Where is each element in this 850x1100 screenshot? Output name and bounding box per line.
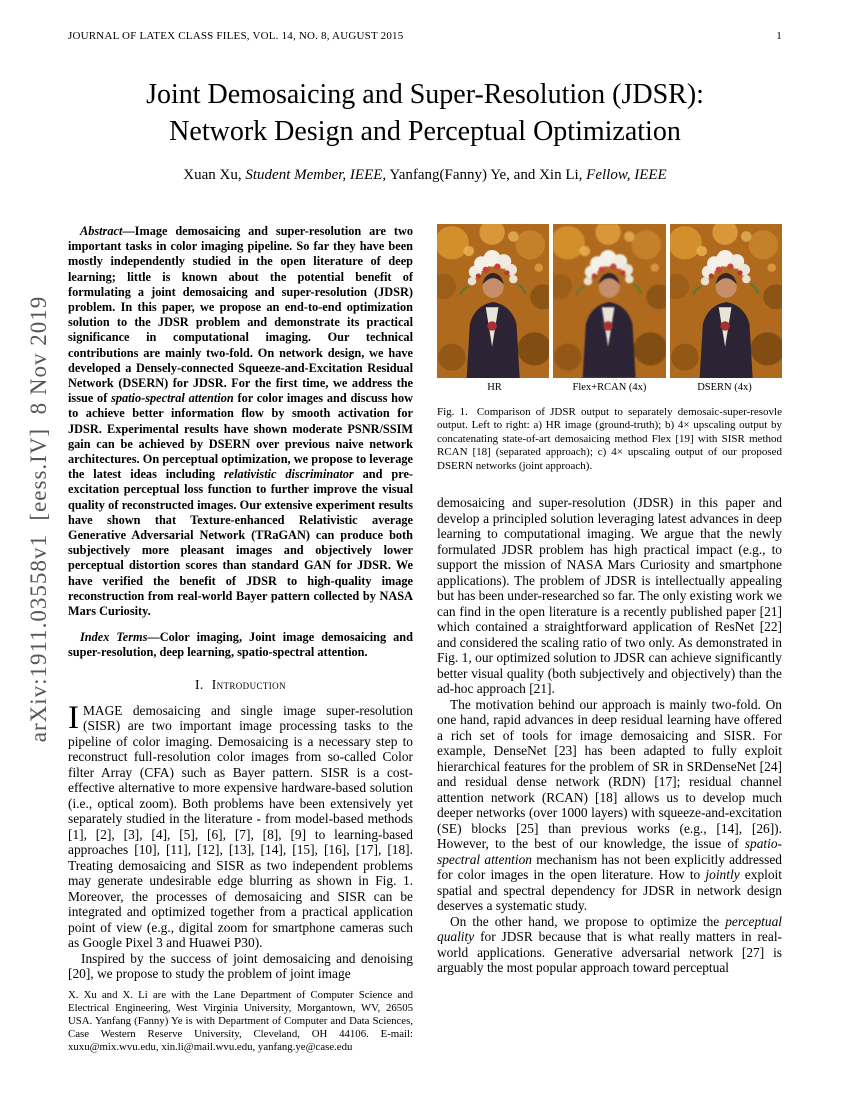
page-number: 1 — [776, 30, 782, 42]
dropcap-letter: I — [68, 699, 79, 736]
section-number: I. — [195, 676, 204, 692]
right-paragraph-1: demosaicing and super-resolution (JDSR) in this paper and develop a principled solution leveraging latest advances in deep learning to computational imaging. We argue that the newly formulated JDSR problem has high practical impact (e.g., to support the mission of NASA Mars Curiosity and smartphone applications). The problem of JDSR is intellectually appealing but has been under-researched so far. The only existing work we can find in the open literature is a recently published paper [21] which contained a straightforward application of ResNet [22] and considered the scaling ratio of two only. As demonstrated in Fig. 1, our optimized solution to JDSR can achieve significantly better visual quality (both subjectively and objectively) than the ad-hoc approach [21]. — [437, 495, 782, 697]
dsern-image-illustration — [670, 224, 782, 378]
intro-paragraph-1 — [68, 699, 413, 951]
abstract-paragraph: Abstract—Image demosaicing and super-resolution are two important tasks in color imaging pipeline. So far they have been mostly independently studied in the open literature of deep learning; little is known about the potential benefit of formulating a joint demosaicing and super-resolution (JDSR) problem. In this paper, we propose an end-to-end optimization solution to the JDSR problem and demonstrate its practical significance in computational imaging. Our technical contributions are mainly two-fold. On network design, we have developed a Densely-connected Squeeze-and-Excitation Residual Network (DSERN) for JDSR. For the first time, we address the issue of spatio-spectral attention for color images and discuss how to achieve better information flow by smooth activation for JDSR. Experimental results have shown moderate PSNR/SSIM gain can be achieved by DSERN over previous naive network architectures. On perceptual optimization, we propose to leverage the latest ideas including relativistic discriminator and pre-excitation perceptual loss function to further improve the visual quality of reconstructed images. Our extensive experiment results have shown that Texture-enhanced Relativistic average Generative Adversarial Network (TRaGAN) can produce both subjectively more pleasant images and objectively lower perceptual distortion scores than standard GAN for JDSR. We have verified the benefit of JDSR to high-quality image reconstruction from real-world Bayer pattern collected by NASA Mars Curiosity. — [68, 224, 414, 619]
right-paragraph-2: The motivation behind our approach is mainly two-fold. On one hand, rapid advances in deep residual learning have offered a rich set of tools for image demosaicing and SISR. For example, DenseNet [23] has been adapted to fully exploit hierarchical features for the problem of SR in SRDenseNet [24] and residual dense network (RDN) [17]; residual channel attention network (RCAN) [18] allows us to develop much deeper networks (over 1000 layers) with squeeze-and-excitation (SE) blocks [25] than previous works (e.g., [14], [26]). However, to the best of our knowledge, the issue of spatio-spectral attention mechanism has not been explicitly addressed for color images in the open literature. How to jointly exploit spatial and spectral dependency for JDSR in network design deserves a systematic study. — [437, 696, 782, 914]
flex-rcan-image-illustration — [553, 224, 665, 378]
figure1-caption — [437, 406, 782, 473]
section-title: Introduction — [211, 676, 286, 692]
journal-header-text: JOURNAL OF LATEX CLASS FILES, VOL. 14, NO. 8, AUGUST 2015 — [68, 30, 404, 42]
arxiv-watermark: arXiv:1911.03558v1 [eess.IV] 8 Nov 2019 — [26, 295, 51, 743]
intro-paragraph-1-text: MAGE demosaicing and single image super-resolution (SISR) are two important image processing tasks to the pipeline of color imaging. Demosaicing is a necessary step to reconstruct full-resolution color images from so-called Color filter Array (CFA) such as Bayer pattern. SISR is a cost-effective alternative to more expensive hardware-based solution (i.e., optical zoom). Both problems have been extensively yet separately studied in the literature - from model-based methods [1], [2], [3], [4], [5], [6], [7], [8], [9] to learning-based approaches [10], [11], [12], [13], [14], [15], [16], [17], [18]. Treating demosaicing and SISR as two independent problems may generate undesirable edge blurring as shown in Fig. 1. Moreover, the processes of demosaicing and SISR can be integrated and optimized together from a practical application point of view (e.g., digital zoom for smartphone cameras such as Google Pixel 3 and Huawei P30). — [68, 702, 413, 951]
right-paragraph-3: On the other hand, we propose to optimize the perceptual quality for JDSR because that is what really matters in real-world applications. Generative adversarial network [27] is arguably the most popular approach toward perceptual — [437, 913, 782, 976]
running-header — [68, 30, 782, 42]
left-column — [68, 224, 413, 1064]
index-terms-paragraph: Index Terms—Color imaging, Joint image demosaicing and super-resolution, deep learning, spatio-spectral attention. — [68, 630, 413, 660]
paper-title — [68, 76, 782, 150]
figure1-label-dsern: DSERN (4x) — [697, 382, 752, 393]
figure1-labels — [437, 382, 782, 393]
two-column-body — [68, 224, 782, 1064]
author-footnote: X. Xu and X. Li are with the Lane Department of Computer Science and Electrical Engineering, West Virginia University, Morgantown, WV, 26505 USA. Yanfang (Fanny) Ye is with Department of Computer and Data Sciences, Case Western Reserve University, Cleveland, OH 44106. E-mail: xuxu@mix.wvu.edu, xin.li@mail.wvu.edu, yanfang.ye@case.edu — [68, 989, 413, 1053]
figure1-image-hr — [437, 224, 549, 378]
figure-1 — [437, 224, 782, 473]
figure1-images — [437, 224, 782, 378]
right-column — [437, 224, 782, 1064]
figure1-image-flex-rcan — [553, 224, 665, 378]
hr-image-illustration — [437, 224, 549, 378]
authors-line: Xuan Xu, Student Member, IEEE, Yanfang(Fanny) Ye, and Xin Li, Fellow, IEEE — [183, 167, 667, 183]
figure1-caption-text: Comparison of JDSR output to separately demosaic-super-resovle output. Left to right: a) HR image (ground-truth); b) 4× upscaling output by concatenating state-of-art demosaicing method Flex [19] with SISR method RCAN [18] (separated approach); c) 4× upscaling output of our proposed DSERN networks (joint approach). — [437, 406, 782, 472]
figure1-label-flex-rcan: Flex+RCAN (4x) — [572, 382, 647, 393]
figure1-caption-lead: Fig. 1. — [437, 406, 468, 418]
paper-title-line1: Joint Demosaicing and Super-Resolution (JDSR): — [146, 79, 704, 110]
paper-title-line2: Network Design and Perceptual Optimization — [169, 116, 681, 147]
section-heading-introduction — [68, 677, 413, 693]
intro-paragraph-2: Inspired by the success of joint demosaicing and denoising [20], we propose to study the problem of joint image — [68, 950, 413, 982]
figure1-label-hr: HR — [487, 382, 502, 393]
figure1-image-dsern — [670, 224, 782, 378]
